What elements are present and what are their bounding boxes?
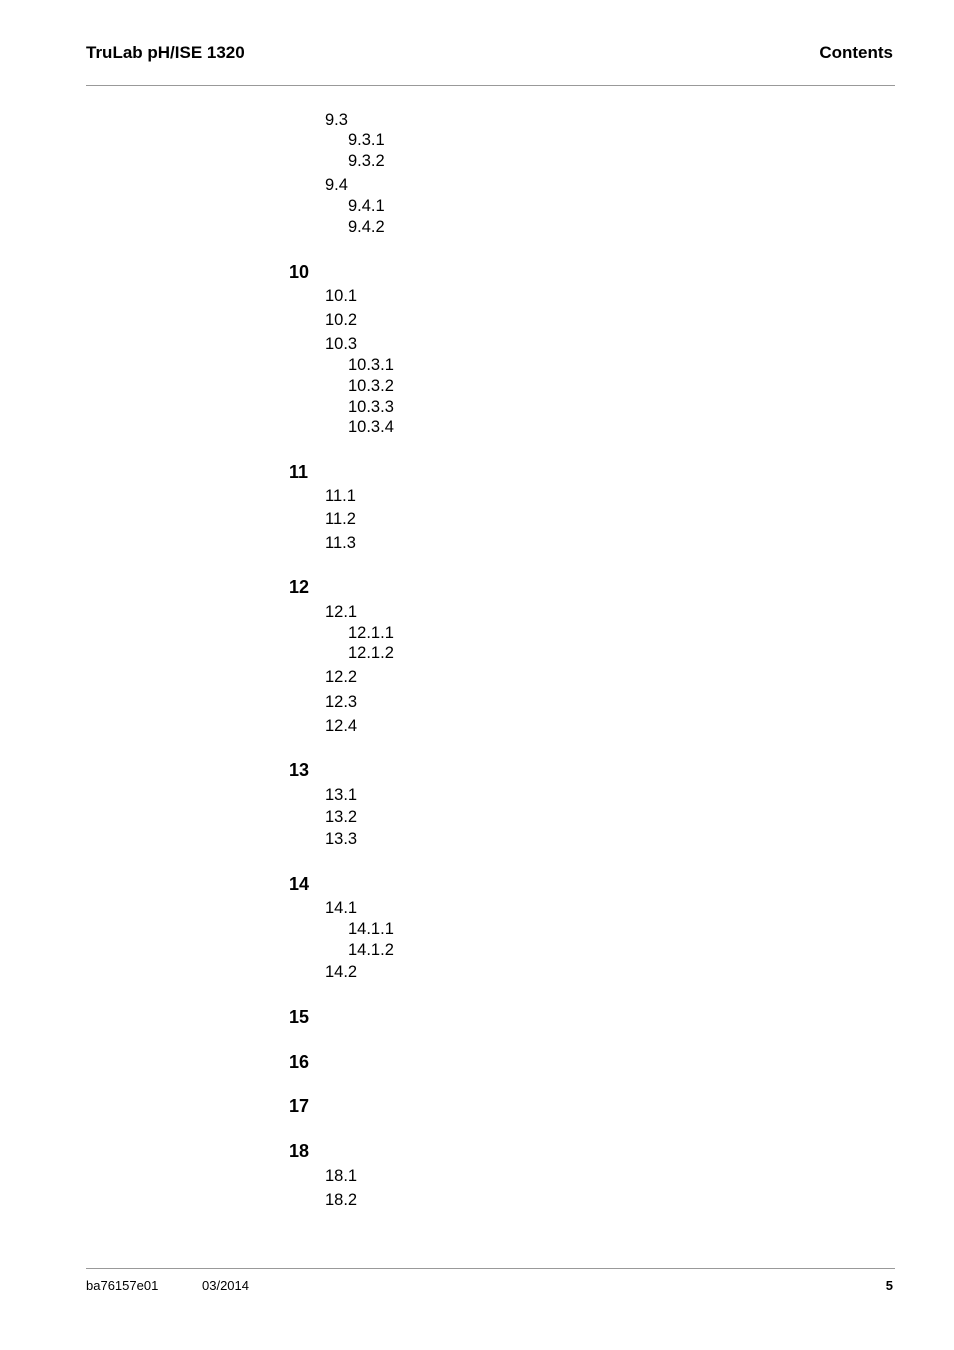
toc-entry-number: 14.2: [325, 963, 358, 981]
header-section: Contents: [819, 43, 893, 62]
toc-entry-number: 12: [289, 577, 310, 597]
toc-entry-number: 10.3.3: [348, 398, 394, 416]
toc-entry-number: 9.4: [325, 176, 348, 194]
toc-entry-number: 14.1.1: [348, 920, 394, 938]
toc-entry-number: 10.3.2: [348, 377, 394, 395]
footer-page-number: 5: [885, 1278, 893, 1293]
header-title: TruLab pH/ISE 1320: [86, 43, 245, 62]
toc-entry-number: 12.1.2: [348, 644, 394, 662]
toc-entry-number: 13.3: [325, 830, 358, 848]
toc-entry-number: 9.3: [325, 111, 348, 129]
toc-entry-number: 15: [289, 1007, 310, 1027]
toc-entry-number: 18.2: [325, 1191, 358, 1209]
toc-entry-number: 10.3: [325, 335, 358, 353]
toc-entry-number: 18: [289, 1141, 310, 1161]
toc-entry-number: 12.3: [325, 693, 358, 711]
toc-entry-number: 9.3.2: [348, 152, 385, 170]
footer-doc-code: ba76157e01: [86, 1278, 159, 1293]
toc-entry-number: 13: [289, 760, 310, 780]
toc-entry-number: 13.1: [325, 786, 358, 804]
footer-divider: [86, 1268, 895, 1269]
toc-entry-number: 10.2: [325, 311, 358, 329]
toc-entry-number: 12.1.1: [348, 624, 394, 642]
toc-entry-number: 9.4.2: [348, 218, 385, 236]
toc-entry-number: 12.1: [325, 603, 358, 621]
toc-entry-number: 12.4: [325, 717, 358, 735]
toc-entry-number: 16: [289, 1052, 310, 1072]
toc-entry-number: 9.4.1: [348, 197, 385, 215]
toc-entry-number: 10.1: [325, 287, 358, 305]
toc-entry-number: 11.1: [325, 487, 356, 505]
toc-entry-number: 10.3.1: [348, 356, 394, 374]
toc-entry-number: 13.2: [325, 808, 358, 826]
toc-entry-number: 11: [289, 462, 309, 482]
toc-entry-number: 10: [289, 262, 310, 282]
toc-entry-number: 11.2: [325, 510, 356, 528]
toc-entry-number: 12.2: [325, 668, 358, 686]
toc-entry-number: 14: [289, 874, 310, 894]
toc-entry-number: 10.3.4: [348, 418, 394, 436]
footer-date: 03/2014: [202, 1278, 249, 1293]
toc-entry-number: 17: [289, 1096, 310, 1116]
toc-entry-number: 9.3.1: [348, 131, 385, 149]
toc-entry-number: 14.1.2: [348, 941, 394, 959]
toc-entry-number: 18.1: [325, 1167, 358, 1185]
toc-entry-number: 11.3: [325, 534, 356, 552]
toc-entry-number: 14.1: [325, 899, 358, 917]
